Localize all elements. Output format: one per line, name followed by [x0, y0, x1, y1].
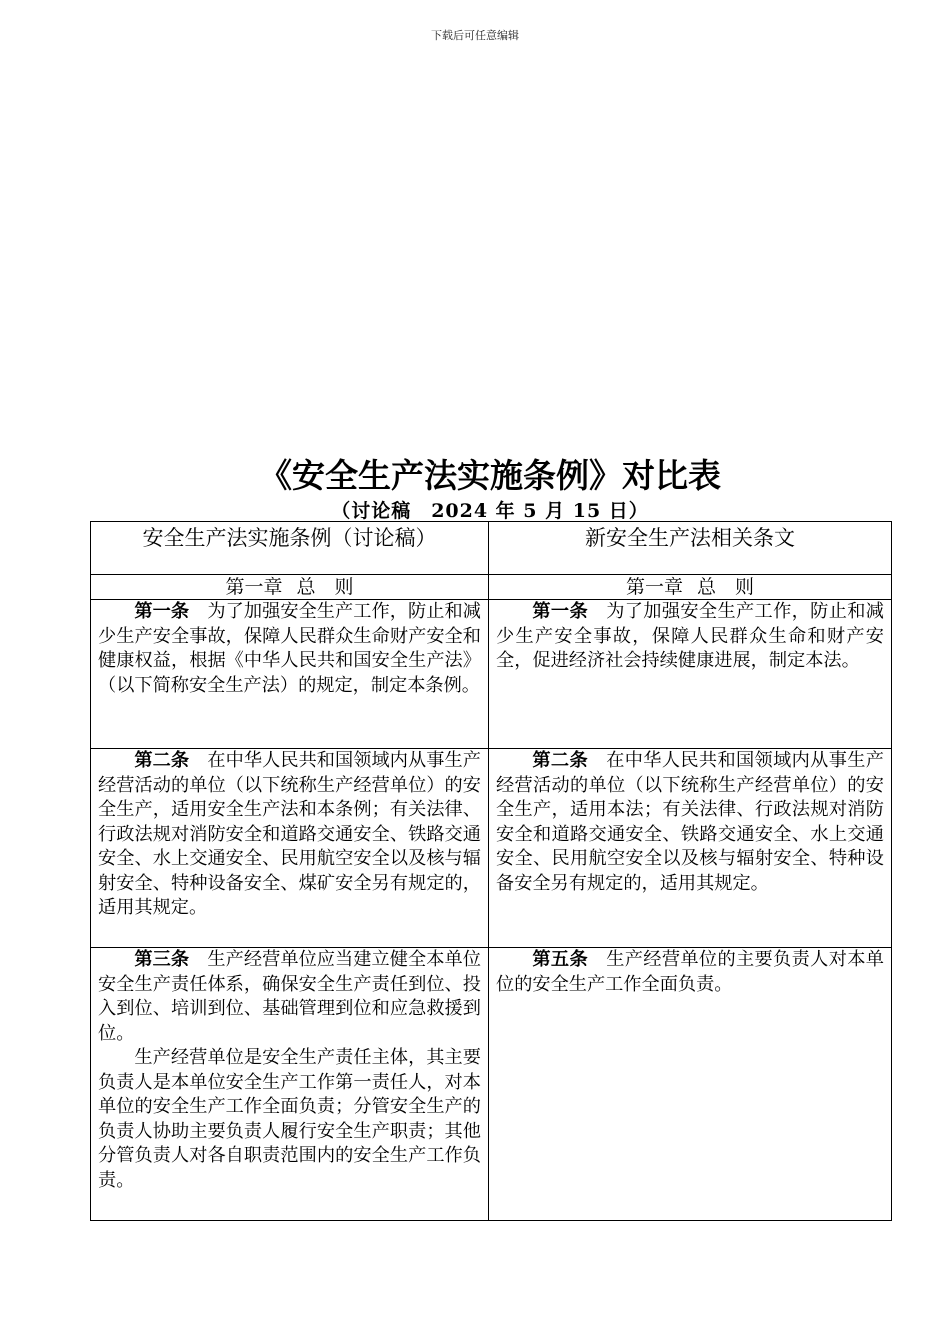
chapter-number: 第一章 — [625, 576, 683, 598]
article-number: 第二条 — [134, 750, 190, 771]
chapter-name: 总 则 — [296, 576, 354, 598]
page-header-note: 下载后可任意编辑 — [431, 29, 519, 42]
article-text: 生产经营单位应当建立健全本单位安全生产责任体系，确保安全生产责任到位、投入到位、培训到位、基础管理到位和应急救援到位。 — [98, 949, 481, 1044]
chapter-number: 第一章 — [225, 576, 283, 598]
chapter-heading-right — [489, 575, 892, 600]
article-cell-left — [91, 948, 489, 1221]
article-number: 第一条 — [532, 601, 589, 622]
article-cell-left — [91, 749, 489, 948]
table-row — [91, 600, 892, 749]
column-header-left: 安全生产法实施条例（讨论稿） — [91, 522, 489, 575]
document-title: 《安全生产法实施条例》对比表 — [259, 456, 721, 495]
article-number: 第五条 — [532, 949, 589, 970]
article-cell-left — [91, 600, 489, 749]
article-number: 第二条 — [532, 750, 589, 771]
table-header-row — [91, 522, 892, 575]
chapter-row — [91, 575, 892, 600]
table-row — [91, 749, 892, 948]
article-cell-right — [489, 600, 892, 749]
chapter-name: 总 则 — [697, 576, 755, 598]
column-header-right: 新安全生产法相关条文 — [489, 522, 892, 575]
article-text: 生产经营单位的主要负责人对本单位的安全生产工作全面负责。 — [496, 949, 884, 995]
table-row — [91, 948, 892, 1221]
article-number: 第一条 — [134, 601, 190, 622]
article-text: 在中华人民共和国领域内从事生产经营活动的单位（以下统称生产经营单位）的安全生产，适用安全生产法和本条例；有关法律、行政法规对消防安全和道路交通安全、铁路交通安全、水上交通安全、民用航空安全以及核与辐射安全、特种设备安全、煤矿安全另有规定的，适用其规定。 — [98, 750, 481, 918]
article-cell-right — [489, 749, 892, 948]
comparison-table — [90, 521, 892, 1221]
chapter-heading-left — [91, 575, 489, 600]
document-subtitle: （讨论稿 2024 年 5 月 15 日） — [331, 500, 649, 522]
article-text: 为了加强安全生产工作，防止和减少生产安全事故，保障人民群众生命和财产安全，促进经济社会持续健康进展，制定本法。 — [496, 601, 884, 671]
article-text: 在中华人民共和国领域内从事生产经营活动的单位（以下统称生产经营单位）的安全生产，适用本法；有关法律、行政法规对消防安全和道路交通安全、铁路交通安全、水上交通安全、民用航空安全以及核与辐射安全、特种设备安全另有规定的，适用其规定。 — [496, 750, 884, 894]
article-paragraph: 生产经营单位是安全生产责任主体，其主要负责人是本单位安全生产工作第一责任人，对本单位的安全生产工作全面负责；分管安全生产的负责人协助主要负责人履行安全生产职责；其他分管负责人对各自职责范围内的安全生产工作负责。 — [98, 1047, 481, 1191]
article-number: 第三条 — [134, 949, 190, 970]
article-text: 为了加强安全生产工作，防止和减少生产安全事故，保障人民群众生命财产安全和健康权益，根据《中华人民共和国安全生产法》（以下简称安全生产法）的规定，制定本条例。 — [98, 601, 481, 696]
article-cell-right — [489, 948, 892, 1221]
